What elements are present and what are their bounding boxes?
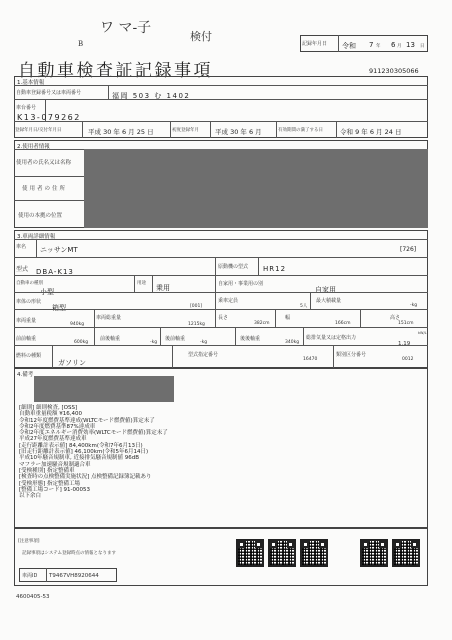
remark-line: [旧走行距離計表示値] 46,100km(令和5年6月14日) xyxy=(19,449,149,456)
handwritten-b: B xyxy=(78,40,84,48)
remark-line: [受検種別] 指定整備車 xyxy=(19,467,75,474)
reg-date-value: 平成 30 年 6 月 25 日 xyxy=(88,128,154,136)
body-shape-value: 箱型 xyxy=(52,304,66,312)
first-reg-value: 平成 30 年 6 月 xyxy=(215,128,262,136)
width-label: 幅 xyxy=(285,315,291,321)
redacted-user-info xyxy=(84,149,428,228)
use-label: 用途 xyxy=(137,281,146,286)
private-business-value: 自家用 xyxy=(315,286,336,294)
remark-line: 以下余白 xyxy=(19,493,42,500)
category-value: 0012 xyxy=(402,357,414,362)
chassis-value: K13-079262 xyxy=(17,113,81,122)
day-unit: 日 xyxy=(420,44,425,49)
reg-number-value: 福岡 503 む 1402 xyxy=(112,92,191,100)
use-value: 乗用 xyxy=(156,284,170,292)
length-value: 382cm xyxy=(254,321,270,326)
remark-line: 平成27年度燃費基準達成車 xyxy=(19,436,87,443)
qr-code-2 xyxy=(268,539,296,567)
make-label: 車名 xyxy=(16,244,27,250)
remark-line: 令和2年度エネルギー消費効率(WLTCモード燃費値)算定未了 xyxy=(19,430,168,437)
vehicle-id-label: 車両ID xyxy=(22,573,38,579)
remark-line: [整備工場コード] 91-00053 xyxy=(19,486,91,493)
gross-weight-label: 車両総重量 xyxy=(96,315,122,321)
vehicle-weight-label: 車両重量 xyxy=(16,318,37,324)
gross-weight-value: 1215kg xyxy=(188,322,205,327)
remark-line: 平成10年騒音規制車, 近接排気騒音規制値 96dB xyxy=(19,455,140,462)
engine-value: HR12 xyxy=(263,265,287,273)
engine-label: 原動機の型式 xyxy=(218,264,249,270)
qr-code-3 xyxy=(300,539,328,567)
document-title: 自動車検査証記録事項 xyxy=(18,61,213,81)
section4-heading: 4.備考 xyxy=(17,372,34,378)
remark-line: [細則] 細則検査, [OSS] xyxy=(19,405,78,411)
redacted-remarks xyxy=(34,376,174,402)
remark-line: 自動車重量税額 ¥16,400 xyxy=(19,411,82,418)
designation-value: 16470 xyxy=(303,357,318,362)
section1-heading: 1.基本情報 xyxy=(17,80,45,86)
remark-line: マフラー加速騒音規制適合車 xyxy=(19,461,91,468)
fr-axle-value: -kg xyxy=(150,340,158,345)
year-unit: 年 xyxy=(376,44,381,49)
model-value: DBA-K13 xyxy=(36,268,74,276)
vehicle-id-value: T9467VH8920644 xyxy=(49,573,99,579)
record-era: 令和 xyxy=(342,42,356,50)
vehicle-weight-value: 940kg xyxy=(70,322,85,327)
width-value: 166cm xyxy=(335,321,351,326)
capacity-value: 5人 xyxy=(300,304,308,309)
reg-date-label: 登録年月日/交付年月日 xyxy=(15,128,62,133)
month-unit: 月 xyxy=(397,44,402,49)
fr-axle-label: 前後軸重 xyxy=(100,336,121,342)
remark-line: 令和12年度燃費基準達成(WLTCモード燃費値)算定未了 xyxy=(19,417,155,424)
max-load-value: -kg xyxy=(410,303,418,308)
ff-axle-value: 600kg xyxy=(74,340,89,345)
handwritten-check: 検付 xyxy=(190,30,212,43)
rr-axle-label: 後後軸重 xyxy=(240,336,261,342)
handwritten-note: ワ マ-子 xyxy=(100,20,152,36)
record-month: 6 xyxy=(391,41,396,49)
displacement-unit: kW/L xyxy=(418,331,427,335)
make-value: ニッサンMT xyxy=(40,246,78,254)
displacement-value: 1.19 xyxy=(398,341,411,347)
user-name-label: 使用者の氏名又は名称 xyxy=(16,160,72,166)
remark-line: [走行距離計表示値] 84,400km(令和7年6月13日) xyxy=(19,442,143,449)
remarks-list xyxy=(19,405,168,499)
section2-heading: 2.使用者情報 xyxy=(17,144,50,150)
qr-code-4 xyxy=(360,539,388,567)
height-value: 151cm xyxy=(398,321,414,326)
section3-heading: 3.車両詳細情報 xyxy=(17,234,56,240)
rf-axle-value: -kg xyxy=(200,340,208,345)
first-reg-label: 初度登録年月 xyxy=(172,128,199,133)
fuel-value: ガソリン xyxy=(58,359,86,367)
rr-axle-value: 340kg xyxy=(285,340,300,345)
notice-label: [注意事項] xyxy=(18,539,40,544)
vehicle-type-label: 自動車の種別 xyxy=(16,281,43,286)
qr-code-1 xyxy=(236,539,264,567)
rf-axle-label: 後前軸重 xyxy=(165,336,186,342)
length-label: 長さ xyxy=(218,315,229,321)
ff-axle-label: 前前軸重 xyxy=(16,336,37,342)
remark-line: [検査時の点検整備実施状況] 点検整備記録簿記載あり xyxy=(19,474,152,481)
displacement-label: 総排気量又は定格出力 xyxy=(306,335,357,341)
make-code: [726] xyxy=(400,246,417,253)
record-day: 13 xyxy=(406,41,415,49)
notice-text: 記録事項はシステム登録時点の情報となります xyxy=(22,551,117,556)
category-label: 類別区分番号 xyxy=(336,352,367,358)
remark-line: 令和2年度燃費基準87%達成車 xyxy=(19,423,96,430)
bottom-code: 4600405-53 xyxy=(16,594,50,600)
height-label: 高さ xyxy=(390,315,401,321)
max-load-label: 最大積載量 xyxy=(316,298,342,304)
capacity-label: 乗車定員 xyxy=(218,298,239,304)
record-year: 7 xyxy=(369,41,374,49)
private-business-label: 自家用・事業用の別 xyxy=(218,281,264,287)
record-date-label: 記録年月日 xyxy=(302,41,328,47)
expiry-value: 令和 9 年 6 月 24 日 xyxy=(340,128,402,136)
chassis-label: 車台番号 xyxy=(16,105,37,111)
remark-line: [受検形態] 指定整備工場 xyxy=(19,480,81,487)
reg-number-label: 自動車登録番号又は車両番号 xyxy=(16,90,82,96)
qr-code-5 xyxy=(392,539,420,567)
designation-label: 型式指定番号 xyxy=(188,352,219,358)
document-number: 911230305066 xyxy=(369,67,419,75)
fuel-label: 燃料の種類 xyxy=(16,353,42,359)
base-location-label: 使用の本拠の位置 xyxy=(18,213,63,219)
body-shape-code: [001] xyxy=(190,304,203,309)
user-address-label: 使用者の住所 xyxy=(22,186,68,192)
body-shape-label: 車体の形状 xyxy=(16,299,42,305)
model-label: 型式 xyxy=(16,266,29,273)
expiry-label: 有効期間の満了する日 xyxy=(278,128,323,133)
vehicle-type-value: 小型 xyxy=(40,288,54,296)
